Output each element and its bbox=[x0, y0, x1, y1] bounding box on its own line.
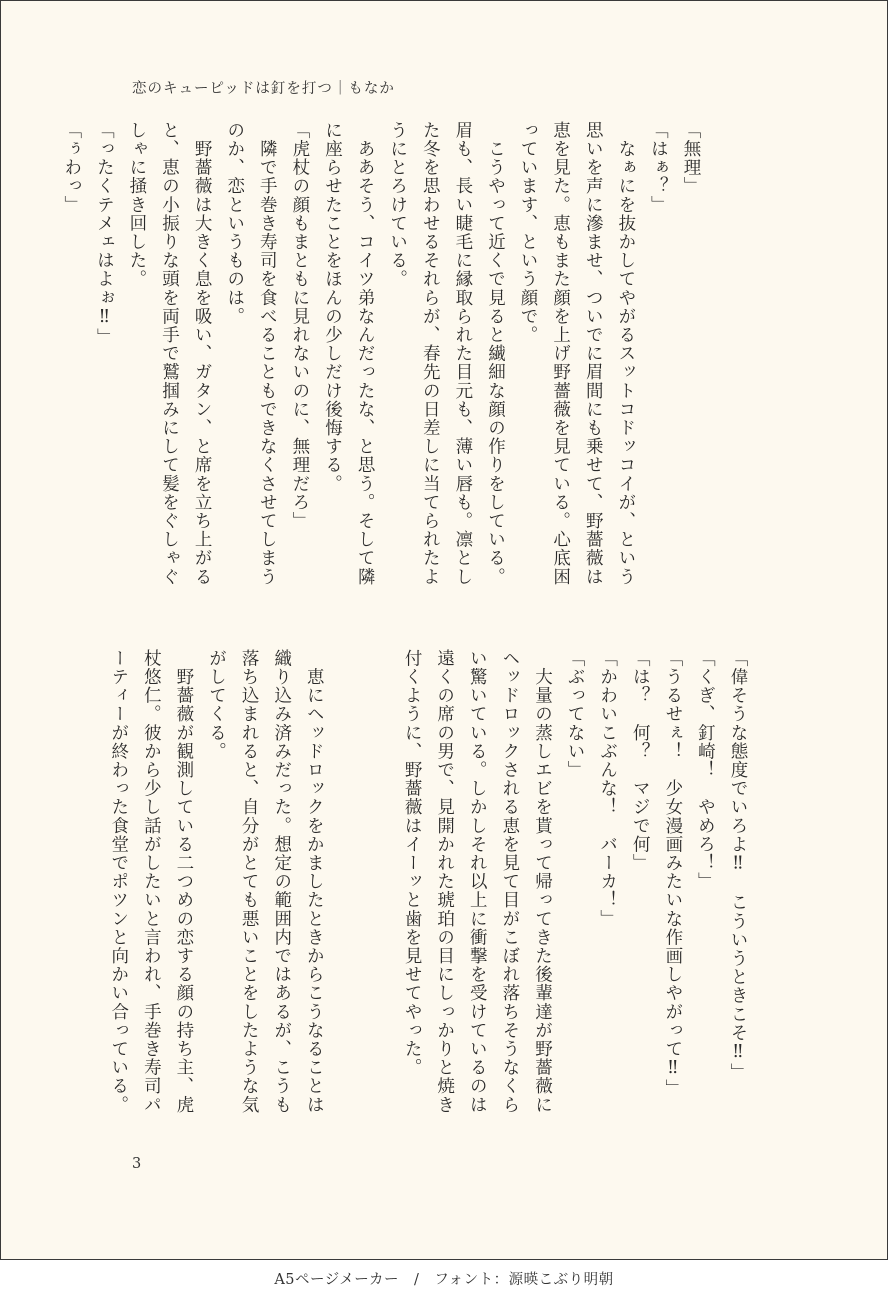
text-line: 遠くの席の男で、見開かれた琥珀の目にしっかりと焼き bbox=[434, 649, 455, 1114]
text-line: なぁにを抜かしてやがるスットコドッコイが、という bbox=[615, 121, 636, 586]
text-line: 付くように、野薔薇はイーッと歯を見せてやった。 bbox=[402, 649, 423, 1077]
text-line: 「ぶってない」 bbox=[565, 649, 586, 780]
text-line: 眉も、長い睫毛に縁取られた目元も、薄い唇も。凛とし bbox=[452, 121, 473, 586]
text-line: 思いを声に滲ませ、ついでに眉間にも乗せて、野薔薇は bbox=[583, 121, 604, 586]
text-line: 「かわいこぶんな！ バーカ！」 bbox=[597, 649, 618, 928]
page-number: 3 bbox=[132, 1156, 142, 1172]
text-line: こうやって近くで見ると繊細な顔の作りをしている。 bbox=[485, 121, 506, 586]
text-line: うにとろけている。 bbox=[387, 121, 408, 289]
text-line: 「くぎ、釘崎！ やめろ！」 bbox=[695, 649, 716, 891]
running-header: 恋のキューピッドは釘を打つ｜もなか bbox=[132, 81, 395, 97]
text-line: 「ぅわっ」 bbox=[61, 121, 82, 214]
text-line: ヘッドロックされる恵を見て目がこぼれ落ちそうなくら bbox=[499, 649, 520, 1114]
text-line: た冬を思わせるそれらが、春先の日差しに当てられたよ bbox=[420, 121, 441, 586]
text-line: 野薔薇は大きく息を吸い、ガタン、と席を立ち上がる bbox=[192, 121, 213, 586]
text-line: ああそう、コイツ弟なんだったな、と思う。そして隣 bbox=[355, 121, 376, 586]
text-line: 「はぁ？」 bbox=[648, 121, 669, 214]
text-line bbox=[363, 649, 396, 1129]
text-block-upper bbox=[61, 121, 707, 601]
text-line: 野薔薇が観測している二つめの恋する顔の持ち主、虎 bbox=[173, 649, 194, 1114]
text-line: 杖悠仁。彼から少し話がしたいと言われ、手巻き寿司パ bbox=[141, 649, 162, 1114]
text-line: 隣で手巻き寿司を食べることもできなくさせてしまう bbox=[257, 121, 278, 586]
text-line: 織り込み済みだった。想定の範囲内ではあるが、こうも bbox=[271, 649, 292, 1114]
text-line: 落ち込まれると、自分がとても悪いことをしたような気 bbox=[239, 649, 260, 1114]
text-line: い驚いている。しかしそれ以上に衝撃を受けているのは bbox=[467, 649, 488, 1114]
footer-credit: A5ページメーカー / フォント：源暎こぶり明朝 bbox=[274, 1272, 614, 1288]
text-line: がしてくる。 bbox=[206, 649, 227, 761]
text-line: 「は？ 何？ マジで何」 bbox=[630, 649, 651, 873]
text-line: 恵にヘッドロックをかましたときからこうなることは bbox=[304, 649, 325, 1114]
text-line: 恵を見た。恵もまた顔を上げ野薔薇を見ている。心底困 bbox=[550, 121, 571, 586]
text-line: 大量の蒸しエビを貰って帰ってきた後輩達が野薔薇に bbox=[532, 649, 553, 1114]
text-line bbox=[330, 649, 363, 1129]
text-line: 「虎杖の顔もまともに見れないのに、無理だろ」 bbox=[289, 121, 310, 531]
text-line: 「偉そうな態度でいろよ‼ こういうときこそ‼」 bbox=[728, 649, 748, 1082]
text-line: しゃに掻き回した。 bbox=[126, 121, 147, 289]
text-line: 「ったくテメェはよぉ‼」 bbox=[94, 121, 115, 347]
text-line: っています、という顔で。 bbox=[518, 121, 539, 345]
text-line: と、恵の小振りな頭を両手で鷲掴みにして髪をぐしゃぐ bbox=[159, 121, 180, 586]
text-block-lower bbox=[108, 649, 754, 1129]
text-line: 「うるせぇ！ 少女漫画みたいな作画しやがって‼」 bbox=[662, 649, 683, 1098]
text-line: 「無理」 bbox=[681, 121, 701, 196]
text-line: のか、恋というものは。 bbox=[224, 121, 245, 326]
text-line: ーティーが終わった食堂でポツンと向かい合っている。 bbox=[108, 649, 129, 1114]
text-line: に座らせたことをほんの少しだけ後悔する。 bbox=[322, 121, 343, 493]
